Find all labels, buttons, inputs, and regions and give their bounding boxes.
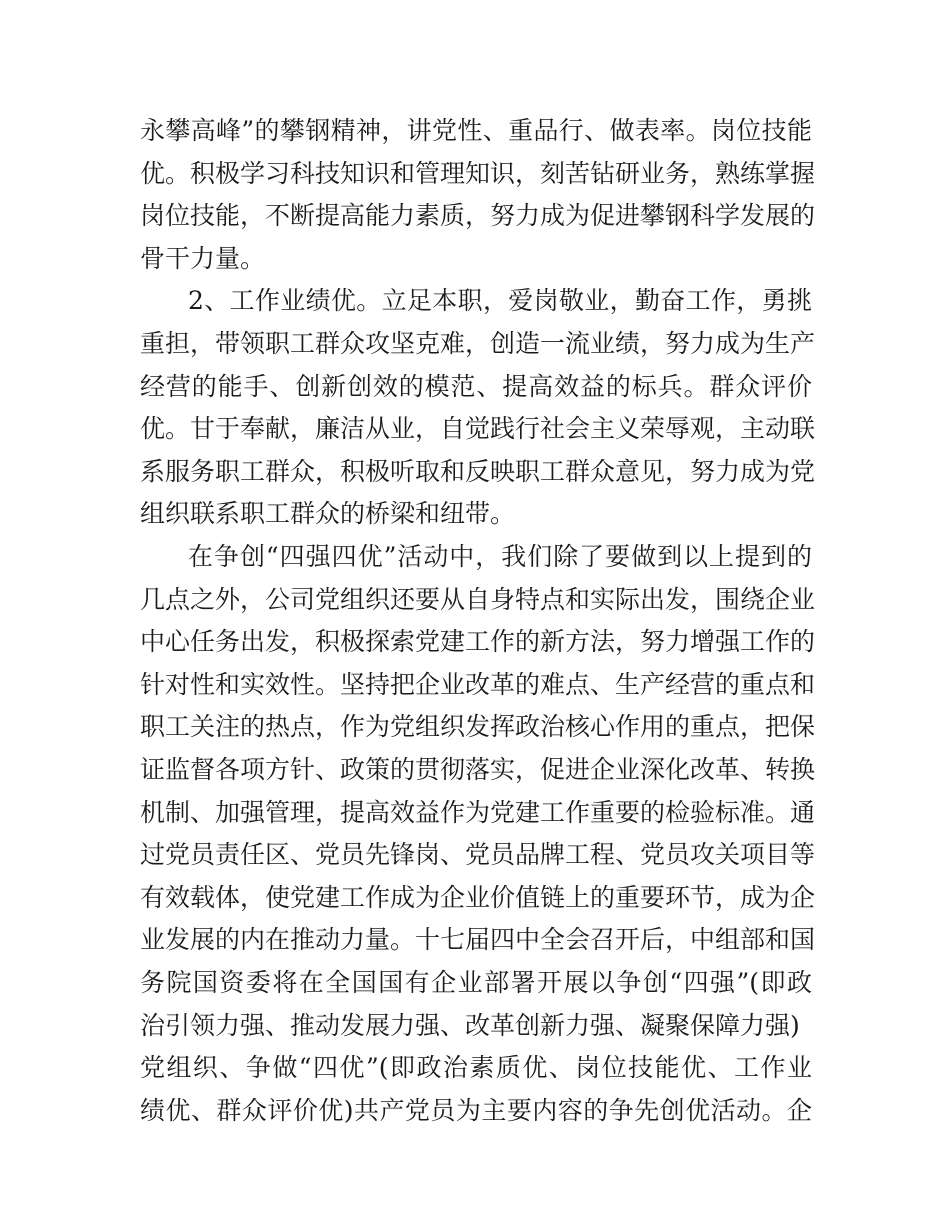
text-line: 务院国资委将在全国国有企业部署开展以争创“四强”(即政 — [140, 968, 812, 997]
text-line: 骨干力量。 — [140, 243, 266, 273]
text-line: 永攀高峰”的攀钢精神，讲党性、重品行、做表率。岗位技能 — [140, 116, 812, 145]
text-line: 有效载体，使党建工作成为企业价值链上的重要环节，成为企 — [140, 882, 816, 912]
text-line: 过党员责任区、党员先锋岗、党员品牌工程、党员攻关项目等 — [140, 840, 816, 870]
text-line: 业发展的内在推动力量。十七届四中全会召开后，中组部和国 — [140, 925, 816, 955]
text-line: 中心任务出发，积极探索党建工作的新方法，努力增强工作的 — [140, 627, 816, 657]
text-line: 绩优、群众评价优)共产党员为主要内容的争先创优活动。企 — [140, 1095, 812, 1125]
text-line: 在争创“四强四优”活动中，我们除了要做到以上提到的 — [188, 542, 812, 571]
text-line: 重担，带领职工群众攻坚克难，创造一流业绩，努力成为生产 — [140, 329, 816, 358]
text-line: 机制、加强管理，提高效益作为党建工作重要的检验标准。通 — [140, 797, 816, 827]
text-line: 治引领力强、推动发展力强、改革创新力强、凝聚保障力强) — [140, 1010, 800, 1040]
text-line: 岗位技能，不断提高能力素质，努力成为促进攀钢科学发展的 — [140, 201, 816, 231]
text-line: 几点之外，公司党组织还要从自身特点和实际出发，围绕企业 — [140, 584, 816, 614]
text-line: 优。甘于奉献，廉洁从业，自觉践行社会主义荣辱观，主动联 — [140, 414, 816, 444]
text-line: 2、工作业绩优。立足本职，爱岗敬业，勤奋工作，勇挑 — [188, 286, 812, 316]
text-line: 系服务职工群众，积极听取和反映职工群众意见，努力成为党 — [140, 456, 816, 486]
text-line: 组织联系职工群众的桥梁和纽带。 — [140, 499, 516, 529]
text-line: 经营的能手、创新创效的模范、提高效益的标兵。群众评价 — [140, 371, 812, 401]
text-line: 针对性和实效性。坚持把企业改革的难点、生产经营的重点和 — [140, 669, 816, 699]
text-line: 证监督各项方针、政策的贯彻落实，促进企业深化改革、转换 — [140, 755, 816, 784]
text-line: 优。积极学习科技知识和管理知识，刻苦钻研业务，熟练掌握 — [140, 158, 816, 188]
text-line: 党组织、争做“四优”(即政治素质优、岗位技能优、工作业 — [140, 1053, 812, 1083]
text-line: 职工关注的热点，作为党组织发挥政治核心作用的重点，把保 — [140, 712, 816, 742]
